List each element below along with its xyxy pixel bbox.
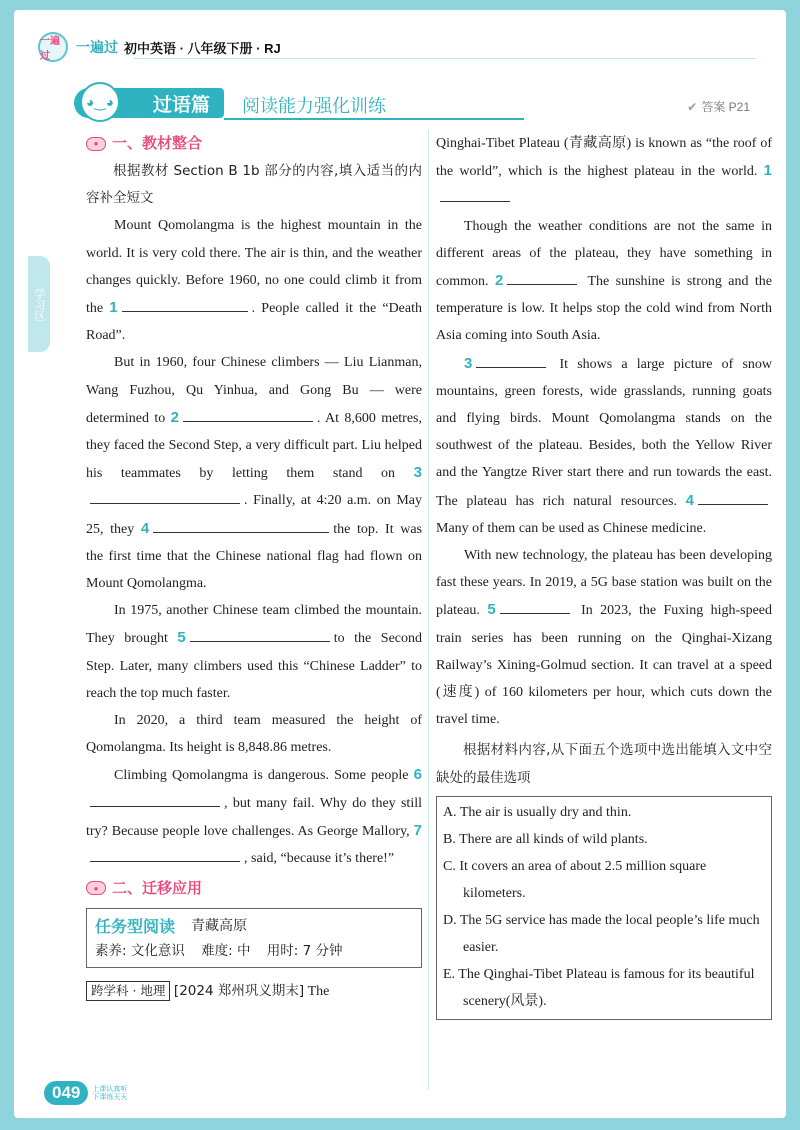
text-run: , said, “because it’s there!” [244, 851, 395, 867]
option-e[interactable]: E. The Qinghai-Tibet Plateau is famous for its beautiful scenery(风景). [443, 966, 755, 1009]
text-run: to the Second Step. Later, many climbers used this “Chinese Ladder” to reach the top much faster. [86, 631, 422, 701]
text-run: . At 8,600 metres, they faced the Second Step, a very difficult part. Liu helped his teammates by letting them stand on [86, 410, 423, 482]
passage-paragraph: In 2020, a third team measured the height of Qomolangma. Its height is 8,848.86 metres. [86, 713, 422, 756]
task-topic: 青藏高原 [191, 917, 248, 934]
task-time: 用时: 7 分钟 [266, 943, 343, 960]
banner-title: 阅读能力强化训练 [242, 96, 386, 116]
answer-blank[interactable] [507, 269, 577, 285]
series-name: 一遍过 [76, 39, 118, 55]
options-instruction: 根据材料内容,从下面五个选项中选出能填入文中空缺处的最佳选项 [436, 742, 772, 786]
option-a[interactable]: A. The air is usually dry and thin. [443, 804, 632, 820]
text-run: Though the weather conditions are not the same in different areas of the plateau, they have something in common. [436, 218, 772, 290]
text-run: Mount Qomolangma is the highest mountain in the world. It is very cold there. The air is thin, and the weather changes quickly. Before 1960, no one could climb it from the [86, 218, 422, 317]
brand-logo: 一遍过 [38, 32, 68, 62]
answer-blank[interactable] [153, 517, 329, 533]
answer-reference [687, 98, 750, 115]
option-c[interactable]: C. It covers an area of about 2.5 million square kilometers. [443, 858, 707, 901]
text-run: In 1975, another Chinese team climbed the mountain. They brought [86, 603, 422, 647]
text-run: Qinghai-Tibet Plateau (青藏高原) is known as “the roof of the world”, which is the highest plateau in the world. [436, 136, 772, 180]
passage-start: The [307, 984, 330, 1000]
text-run: Climbing Qomolangma is dangerous. Some people [114, 768, 409, 784]
section-heading-1 [86, 130, 422, 158]
side-tab: 学习区 [28, 256, 50, 352]
text-run: It shows a large picture of snow mountains, green forests, wide grasslands, running goats and flying birds. Mount Qomolangma stands on the southwest of the plateau. Besides, both the Yellow River and the Yangtze River start there and run towards the east. The plateau has rich natural resources. [436, 356, 772, 509]
answer-blank[interactable] [183, 406, 313, 422]
column-divider [428, 130, 429, 1090]
answer-blank[interactable] [476, 352, 546, 368]
section-heading-2 [86, 874, 422, 902]
header-divider [134, 58, 756, 59]
task-level: 难度: 中 [201, 943, 251, 960]
page-footer [44, 1078, 132, 1108]
blank-number: 3 [413, 464, 422, 482]
section-bullet-icon: ● [86, 881, 106, 895]
text-run: . Finally, at 4:20 a.m. on May 25, they [86, 493, 422, 537]
left-column [86, 130, 422, 1005]
text-run: , but many fail. Why do they still try? Because people love challenges. As George Mallory, [86, 795, 422, 839]
blank-number: 6 [413, 766, 423, 784]
section-heading-2-text: 二、迁移应用 [112, 879, 203, 897]
mascot-icon: ◕‿◕ [80, 82, 120, 122]
book-title: 初中英语 · 八年级下册 · RJ [124, 40, 281, 56]
blank-number: 1 [763, 162, 772, 180]
source-line [86, 978, 422, 1005]
passage-paragraph [436, 130, 772, 213]
section-heading-1-text: 一、教材整合 [112, 135, 203, 153]
blank-number: 2 [170, 408, 179, 426]
banner-underline [224, 118, 524, 120]
passage-paragraph [86, 597, 422, 707]
option-b[interactable]: B. There are all kinds of wild plants. [443, 831, 648, 847]
footer-slogan: 上课认真听 下课练天天 [92, 1085, 128, 1101]
blank-number: 5 [177, 629, 186, 647]
answer-blank[interactable] [90, 846, 240, 862]
text-run: . People called it the “Death Road”. [86, 301, 422, 344]
passage-paragraph [436, 542, 772, 733]
section-banner [74, 88, 754, 120]
blank-number: 4 [685, 491, 694, 509]
task-row [95, 913, 413, 939]
answer-blank[interactable] [90, 791, 220, 807]
blank-number: 5 [487, 601, 496, 619]
passage-paragraph [86, 761, 422, 872]
task-type-label: 任务型阅读 [95, 916, 176, 936]
subject-tag: 跨学科 · 地理 [86, 981, 170, 1001]
blank-number: 3 [464, 354, 473, 372]
answer-blank[interactable] [190, 626, 330, 642]
section-bullet-icon: ● [86, 137, 106, 151]
text-run: the top. It was the first time that the Chinese national flag had flown on Mount Qomolangma. [86, 521, 422, 592]
answer-reference-label: 答案 P21 [701, 100, 750, 114]
answer-blank[interactable] [122, 296, 248, 312]
banner-tag: 过语篇 [74, 88, 224, 118]
task-meta-row [95, 939, 413, 963]
answer-blank[interactable] [698, 489, 768, 505]
option-d[interactable]: D. The 5G service has made the local people’s life much easier. [443, 912, 760, 955]
blank-number: 2 [494, 272, 504, 290]
task-skill: 素养: 文化意识 [95, 943, 185, 960]
page-number: 049 [44, 1081, 88, 1105]
passage-paragraph [436, 213, 772, 350]
text-run: But in 1960, four Chinese climbers — Liu Lianman, Wang Fuzhou, Qu Yinhua, and Gong Bu — were determined to [86, 355, 422, 426]
answer-blank[interactable] [440, 186, 510, 202]
blank-number: 4 [140, 519, 150, 537]
text-run: Many of them can be used as Chinese medicine. [436, 520, 707, 536]
right-column [436, 130, 772, 1020]
options-box [436, 796, 772, 1020]
passage-paragraph [436, 350, 772, 542]
text-run: In 2023, the Fuxing high-speed train series has been running on the Qinghai-Xizang Railway’s Xining-Golmud section. It can travel at a speed (速度) of 160 kilometers per hour, which cuts down the travel time. [436, 603, 773, 728]
passage-paragraph [86, 212, 422, 349]
section-1-instruction: 根据教材 Section B 1b 部分的内容,填入适当的内容补全短文 [86, 163, 422, 207]
blank-number: 1 [109, 299, 118, 317]
text-run: The sunshine is strong and the temperature is low. It helps stop the cold wind from North Asia coming into South Asia. [436, 274, 773, 344]
blank-number: 7 [413, 821, 423, 839]
answer-blank[interactable] [500, 598, 570, 614]
source-citation: [2024 郑州巩义期末] [173, 983, 305, 1000]
passage-paragraph [86, 349, 422, 597]
page-sheet [14, 10, 786, 1118]
check-icon: ✔ [687, 100, 698, 114]
task-info-box [86, 908, 422, 968]
text-run: With new technology, the plateau has been developing fast these years. In 2019, a 5G base station was built on the plateau. [436, 548, 772, 619]
answer-blank[interactable] [90, 488, 240, 504]
